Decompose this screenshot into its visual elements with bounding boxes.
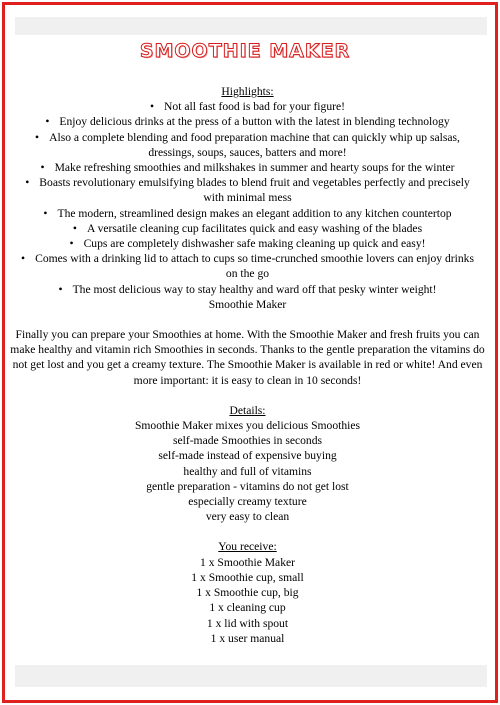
list-item: • The modern, streamlined design makes an elegant addition to any kitchen countertop bbox=[10, 206, 485, 221]
highlights-heading: Highlights: bbox=[221, 85, 274, 98]
receive-list bbox=[10, 555, 485, 646]
list-item: • Comes with a drinking lid to attach to cups so time-crunched smoothie lovers can enjoy drinks on the go bbox=[10, 251, 485, 281]
details-line: especially creamy texture bbox=[188, 495, 307, 509]
list-item: • Boasts revolutionary emulsifying blades to blend fruit and vegetables perfectly and precisely with minimal mess bbox=[10, 175, 485, 205]
spacer bbox=[10, 524, 485, 539]
list-item: • Cups are completely dishwasher safe making cleaning up quick and easy! bbox=[10, 236, 485, 251]
details-line: Smoothie Maker mixes you delicious Smoothies bbox=[134, 419, 361, 433]
details-list bbox=[10, 418, 485, 524]
receive-line: 1 x Smoothie cup, small bbox=[191, 570, 304, 584]
receive-line: 1 x lid with spout bbox=[206, 616, 289, 630]
list-item: • Also a complete blending and food preparation machine that can quickly whip up salsas, dressings, soups, sauces, batters and more! bbox=[10, 130, 485, 160]
document-content bbox=[10, 84, 485, 646]
details-line: self-made instead of expensive buying bbox=[158, 449, 337, 463]
list-item: • Enjoy delicious drinks at the press of a button with the latest in blending technology bbox=[10, 114, 485, 129]
spacer bbox=[10, 312, 485, 327]
receive-line: 1 x Smoothie cup, big bbox=[196, 586, 299, 600]
highlights-signoff: Smoothie Maker bbox=[208, 297, 287, 311]
page-title: SMOOTHIE MAKER bbox=[139, 40, 351, 62]
highlights-list bbox=[10, 99, 485, 297]
details-line: gentle preparation - vitamins do not get lost bbox=[146, 479, 349, 493]
list-item: • A versatile cleaning cup facilitates quick and easy washing of the blades bbox=[10, 221, 485, 236]
description-paragraph: Finally you can prepare your Smoothies at home. With the Smoothie Maker and fresh fruits you can make healthy and vitamin rich Smoothies in seconds. Thanks to the gentle preparation the vitamins do not get lost and you get a creamy texture. The Smoothie Maker is available in red or white! And even more important: it is easy to clean in 10 seconds! bbox=[10, 328, 485, 387]
list-item: • The most delicious way to stay healthy and ward off that pesky winter weight! bbox=[10, 282, 485, 297]
receive-line: 1 x user manual bbox=[210, 631, 285, 645]
receive-heading: You receive: bbox=[218, 540, 277, 554]
details-heading: Details: bbox=[229, 403, 266, 417]
list-item: • Make refreshing smoothies and milkshakes in summer and hearty soups for the winter bbox=[10, 160, 485, 175]
details-line: very easy to clean bbox=[205, 510, 290, 524]
details-line: healthy and full of vitamins bbox=[183, 464, 312, 478]
receive-line: 1 x Smoothie Maker bbox=[200, 555, 295, 569]
details-line: self-made Smoothies in seconds bbox=[172, 434, 323, 448]
spacer bbox=[10, 388, 485, 403]
receive-line: 1 x cleaning cup bbox=[209, 601, 286, 615]
list-item: • Not all fast food is bad for your figure! bbox=[10, 99, 485, 114]
